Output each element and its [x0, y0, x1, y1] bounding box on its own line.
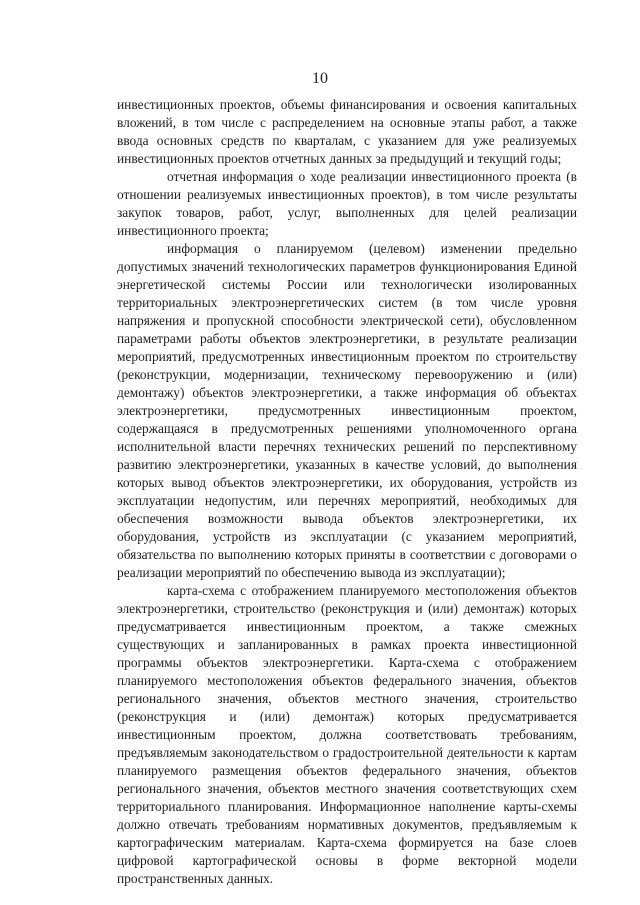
paragraph-technical-parameters: информация о планируемом (целевом) изменении предельно допустимых значений технологических параметров функционирования Единой энергетической системы России или технологически изолированных территориальных электроэнергетических систем (в том числе уровня напряжения и пропускной способности электрической сети), обусловленном параметрами работы объектов электроэнергетики, в результате реализации мероприятий, предусмотренных инвестиционным проектом по строительству (реконструкции, модернизации, техническому перевооружению и (или) демонтажу) объектов электроэнергетики, а также информация об объектах электроэнергетики, предусмотренных инвестиционным проектом, содержащаяся в предусмотренных решениями уполномоченного органа исполнительной власти перечнях технических решений по перспективному развитию электроэнергетики, указанных в качестве условий, до выполнения которых вывод объектов электроэнергетики, их оборудования, устройств из эксплуатации недопустим, или перечнях мероприятий, необходимых для обеспечения возможности вывода объектов электроэнергетики, их оборудования, устройств из эксплуатации (с указанием мероприятий, обязательства по выполнению которых приняты в соответствии с договорами о реализации мероприятий по обеспечению вывода из эксплуатации); — [117, 241, 577, 580]
paragraph-progress-report: отчетная информация о ходе реализации инвестиционного проекта (в отношении реализуемых инвестиционных проектов), в том числе результаты закупок товаров, работ, услуг, выполненных для целей реализации инвестиционного проекта; — [117, 169, 577, 238]
paragraph-map-scheme: карта-схема с отображением планируемого местоположения объектов электроэнергетики, строительство (реконструкция и (или) демонтаж) которых предусматривается инвестиционным проектом, а также смежных существующих и запланированных в рамках проекта инвестиционной программы объектов электроэнергетики. Карта-схема с отображением планируемого местоположения объектов федерального значения, объектов регионального значения, объектов местного значения, строительство (реконструкция и (или) демонтаж) которых предусматривается инвестиционным проектом, должна соответствовать требованиям, предъявляемым законодательством о градостроительной деятельности к картам планируемого размещения объектов федерального значения, объектов регионального значения, объектов местного значения соответствующих схем территориального планирования. Информационное наполнение карты-схемы должно отвечать требованиям нормативных документов, предъявляемым к картографическим материалам. Карта-схема формируется на базе слоев цифровой картографической основы в форме векторной модели пространственных данных. — [117, 583, 577, 886]
body-text — [117, 96, 577, 888]
paragraph-continuation: инвестиционных проектов, объемы финансирования и освоения капитальных вложений, в том числе с распределением на основные этапы работ, а также ввода основных средств по кварталам, с указанием для уже реализуемых инвестиционных проектов отчетных данных за предыдущий и текущий годы; — [117, 97, 577, 166]
page-number: 10 — [312, 70, 328, 87]
